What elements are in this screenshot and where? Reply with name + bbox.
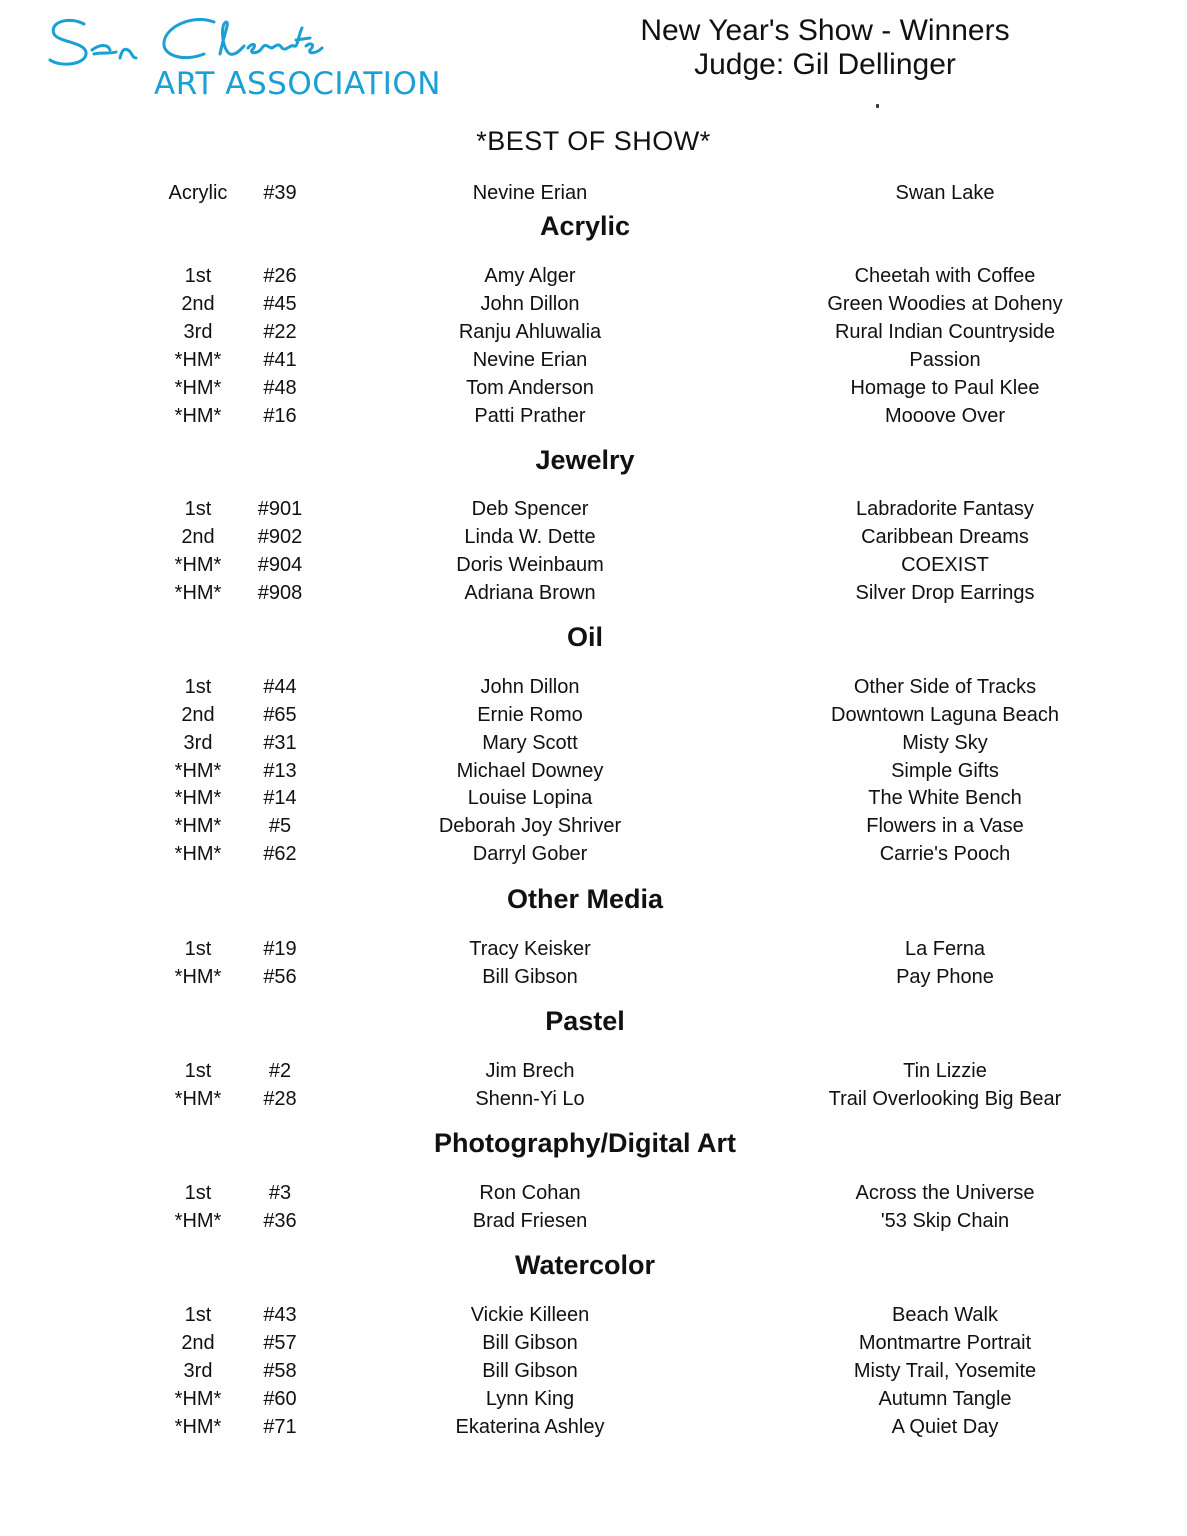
place-cell: *HM* <box>174 1210 222 1232</box>
entry-number-cell: #41 <box>263 349 297 371</box>
artist-cell: Nevine Erian <box>472 349 588 371</box>
logo-script-text <box>44 14 334 74</box>
logo-subtitle: ART ASSOCIATION <box>154 66 441 102</box>
table-row <box>0 1179 1187 1207</box>
artist-cell: Darryl Gober <box>472 843 588 865</box>
entry-number-cell: #45 <box>263 293 297 315</box>
artist-cell: Deb Spencer <box>471 498 589 520</box>
best-of-show-row <box>0 179 1187 207</box>
artwork-title-cell: Labradorite Fantasy <box>856 498 1034 520</box>
entry-number-cell: #60 <box>263 1388 297 1410</box>
table-row <box>0 374 1187 402</box>
place-cell: 2nd <box>181 1332 215 1354</box>
entry-number-cell: #908 <box>257 582 303 604</box>
entry-number-cell: #48 <box>263 377 297 399</box>
organization-logo <box>44 14 444 104</box>
place-cell: *HM* <box>174 349 222 371</box>
artist-cell: Tom Anderson <box>466 377 594 399</box>
entry-number-cell: #904 <box>257 554 303 576</box>
table-row <box>0 1329 1187 1357</box>
artwork-title-cell: Rural Indian Countryside <box>834 321 1056 343</box>
artist-cell: Lynn King <box>485 1388 575 1410</box>
table-row <box>0 262 1187 290</box>
artist-cell: Linda W. Dette <box>464 526 596 548</box>
table-row <box>0 1207 1187 1235</box>
artwork-title-cell: La Ferna <box>904 938 986 960</box>
place-cell: *HM* <box>174 760 222 782</box>
entry-number-cell: #43 <box>263 1304 297 1326</box>
artwork-title-cell: Flowers in a Vase <box>866 815 1024 837</box>
table-row <box>0 318 1187 346</box>
artwork-title-cell: Misty Trail, Yosemite <box>853 1360 1037 1382</box>
artwork-title-cell: A Quiet Day <box>891 1416 999 1438</box>
artist-cell: Bill Gibson <box>482 1360 578 1382</box>
artwork-title-cell: Tin Lizzie <box>903 1060 987 1082</box>
artwork-title-cell: Caribbean Dreams <box>861 526 1029 548</box>
table-row <box>0 1085 1187 1113</box>
table-row <box>0 346 1187 374</box>
entry-number-cell: #3 <box>268 1182 292 1204</box>
table-row <box>0 701 1187 729</box>
place-cell: *HM* <box>174 966 222 988</box>
artist-cell: Amy Alger <box>484 265 576 287</box>
place-cell: *HM* <box>174 1388 222 1410</box>
artwork-title-cell: Montmartre Portrait <box>858 1332 1032 1354</box>
place-cell: 1st <box>184 265 212 287</box>
artist-cell: Tracy Keisker <box>469 938 591 960</box>
place-cell: *HM* <box>174 815 222 837</box>
table-row <box>0 840 1187 868</box>
table-row <box>0 495 1187 523</box>
entry-number-cell: #56 <box>263 966 297 988</box>
artwork-title-cell: Downtown Laguna Beach <box>831 704 1059 726</box>
table-row <box>0 935 1187 963</box>
place-cell: 2nd <box>181 526 215 548</box>
artist-cell: Adriana Brown <box>464 582 596 604</box>
table-row <box>0 673 1187 701</box>
artwork-title-cell: Swan Lake <box>895 182 995 204</box>
section-heading-oil: Oil <box>566 622 603 652</box>
table-row <box>0 1385 1187 1413</box>
section-heading-photography-digital-art: Photography/Digital Art <box>434 1128 736 1158</box>
artwork-title-cell: Simple Gifts <box>891 760 999 782</box>
table-row <box>0 1413 1187 1441</box>
artist-cell: Bill Gibson <box>482 1332 578 1354</box>
artist-cell: Ernie Romo <box>477 704 583 726</box>
artwork-title-cell: '53 Skip Chain <box>880 1210 1010 1232</box>
table-row <box>0 290 1187 318</box>
artwork-title-cell: Green Woodies at Doheny <box>827 293 1063 315</box>
section-heading-acrylic: Acrylic <box>539 211 631 241</box>
entry-number-cell: #57 <box>263 1332 297 1354</box>
artwork-title-cell: The White Bench <box>868 787 1022 809</box>
entry-number-cell: #902 <box>257 526 303 548</box>
artist-cell: Doris Weinbaum <box>456 554 604 576</box>
place-cell: 3rd <box>183 1360 213 1382</box>
entry-number-cell: #16 <box>263 405 297 427</box>
artist-cell: Ranju Ahluwalia <box>458 321 602 343</box>
document-header <box>560 14 1090 82</box>
table-row <box>0 757 1187 785</box>
table-row <box>0 402 1187 430</box>
place-cell: 2nd <box>181 293 215 315</box>
entry-number-cell: #39 <box>263 182 297 204</box>
scan-speck <box>876 104 879 108</box>
best-of-show-heading: *BEST OF SHOW* <box>476 126 711 156</box>
section-heading-other-media: Other Media <box>506 884 664 914</box>
artwork-title-cell: Across the Universe <box>855 1182 1035 1204</box>
place-cell: 1st <box>184 938 212 960</box>
artwork-title-cell: Misty Sky <box>902 732 988 754</box>
place-cell: *HM* <box>174 405 222 427</box>
entry-number-cell: #5 <box>268 815 292 837</box>
artist-cell: John Dillon <box>480 293 580 315</box>
entry-number-cell: #14 <box>263 787 297 809</box>
artist-cell: Bill Gibson <box>482 966 578 988</box>
place-cell: *HM* <box>174 1416 222 1438</box>
artist-cell: Michael Downey <box>456 760 604 782</box>
entry-number-cell: #36 <box>263 1210 297 1232</box>
table-row <box>0 579 1187 607</box>
place-cell: *HM* <box>174 843 222 865</box>
artist-cell: Ekaterina Ashley <box>455 1416 605 1438</box>
table-row <box>0 551 1187 579</box>
artwork-title-cell: Other Side of Tracks <box>853 676 1037 698</box>
entry-number-cell: #901 <box>257 498 303 520</box>
artist-cell: Brad Friesen <box>472 1210 588 1232</box>
place-cell: 3rd <box>183 321 213 343</box>
artist-cell: Louise Lopina <box>467 787 593 809</box>
artwork-title-cell: Silver Drop Earrings <box>855 582 1035 604</box>
artwork-title-cell: Homage to Paul Klee <box>850 377 1040 399</box>
artist-cell: Patti Prather <box>474 405 586 427</box>
artwork-title-cell: Trail Overlooking Big Bear <box>828 1088 1062 1110</box>
artwork-title-cell: Passion <box>909 349 981 371</box>
artwork-title-cell: Beach Walk <box>892 1304 998 1326</box>
entry-number-cell: #26 <box>263 265 297 287</box>
place-cell: 1st <box>184 1060 212 1082</box>
place-cell: *HM* <box>174 787 222 809</box>
artist-cell: Vickie Killeen <box>470 1304 590 1326</box>
table-row <box>0 1057 1187 1085</box>
place-cell: *HM* <box>174 554 222 576</box>
artist-cell: Mary Scott <box>482 732 578 754</box>
entry-number-cell: #65 <box>263 704 297 726</box>
table-row <box>0 523 1187 551</box>
artwork-title-cell: Autumn Tangle <box>878 1388 1012 1410</box>
entry-number-cell: #31 <box>263 732 297 754</box>
place-cell: 1st <box>184 498 212 520</box>
table-row <box>0 729 1187 757</box>
entry-number-cell: #19 <box>263 938 297 960</box>
place-cell: *HM* <box>174 1088 222 1110</box>
table-row <box>0 1357 1187 1385</box>
artwork-title-cell: Pay Phone <box>896 966 994 988</box>
judge-line: Judge: Gil Dellinger <box>694 48 956 81</box>
entry-number-cell: #44 <box>263 676 297 698</box>
artist-cell: Nevine Erian <box>472 182 588 204</box>
artwork-title-cell: Cheetah with Coffee <box>854 265 1036 287</box>
section-heading-jewelry: Jewelry <box>535 445 635 475</box>
artist-cell: John Dillon <box>480 676 580 698</box>
artist-cell: Deborah Joy Shriver <box>438 815 622 837</box>
artist-cell: Jim Brech <box>485 1060 575 1082</box>
entry-number-cell: #71 <box>263 1416 297 1438</box>
document-title: New Year's Show - Winners <box>640 14 1010 47</box>
place-cell: 3rd <box>183 732 213 754</box>
entry-number-cell: #28 <box>263 1088 297 1110</box>
place-cell: 1st <box>184 1304 212 1326</box>
artwork-title-cell: Mooove Over <box>884 405 1006 427</box>
artist-cell: Ron Cohan <box>479 1182 581 1204</box>
entry-number-cell: #58 <box>263 1360 297 1382</box>
entry-number-cell: #13 <box>263 760 297 782</box>
table-row <box>0 812 1187 840</box>
entry-number-cell: #2 <box>268 1060 292 1082</box>
place-cell: 2nd <box>181 704 215 726</box>
place-cell: *HM* <box>174 377 222 399</box>
artist-cell: Shenn-Yi Lo <box>475 1088 585 1110</box>
table-row <box>0 1301 1187 1329</box>
entry-number-cell: #22 <box>263 321 297 343</box>
place-cell: 1st <box>184 676 212 698</box>
place-cell: *HM* <box>174 582 222 604</box>
section-heading-pastel: Pastel <box>545 1006 625 1036</box>
entry-number-cell: #62 <box>263 843 297 865</box>
table-row <box>0 963 1187 991</box>
section-heading-watercolor: Watercolor <box>514 1250 656 1280</box>
place-cell: Acrylic <box>168 182 228 204</box>
artwork-title-cell: Carrie's Pooch <box>879 843 1011 865</box>
artwork-title-cell: COEXIST <box>901 554 989 576</box>
place-cell: 1st <box>184 1182 212 1204</box>
table-row <box>0 784 1187 812</box>
